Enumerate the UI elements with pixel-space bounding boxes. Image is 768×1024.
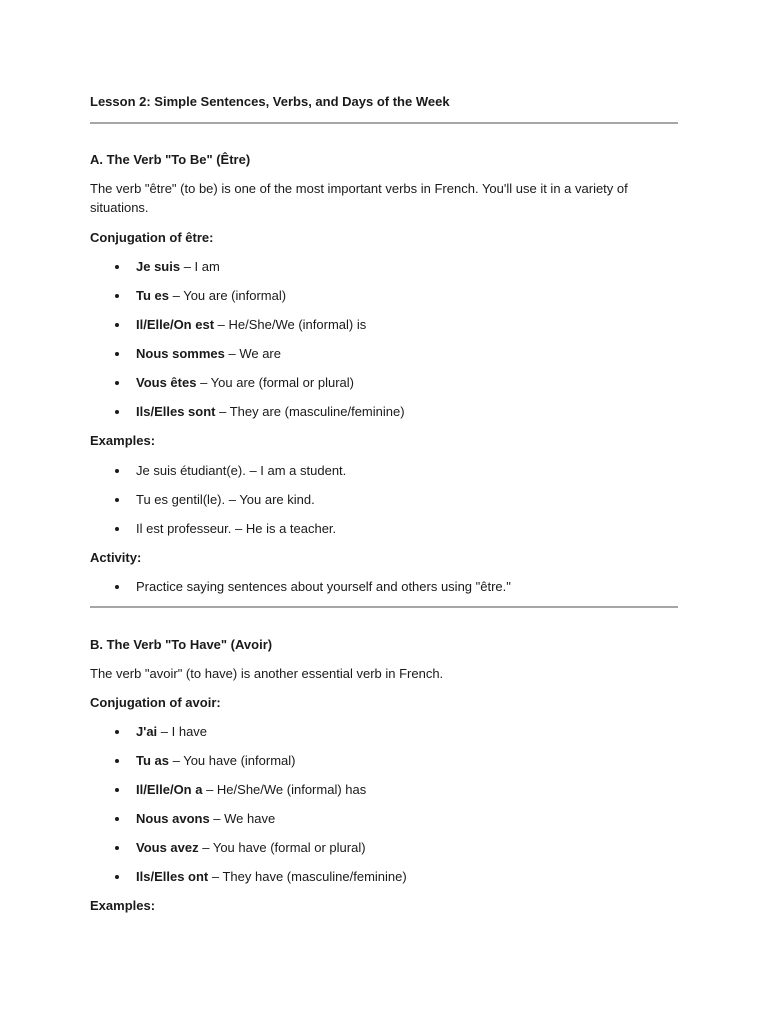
- section-a-conjugation-label: Conjugation of être:: [90, 230, 214, 245]
- verb-form: Vous avez: [136, 840, 199, 855]
- bullet-icon: [115, 323, 119, 327]
- verb-form: Nous avons: [136, 811, 210, 826]
- example-text: Il est professeur. – He is a teacher.: [136, 521, 337, 536]
- bullet-icon: [115, 846, 119, 850]
- verb-form: Il/Elle/On est: [136, 317, 215, 332]
- lesson-title: Lesson 2: Simple Sentences, Verbs, and Days of the Week: [90, 94, 450, 109]
- verb-meaning: – I am: [180, 259, 220, 274]
- verb-meaning: – They have (masculine/feminine): [208, 869, 407, 884]
- activity-text: Practice saying sentences about yourself and others using "être.": [136, 579, 511, 594]
- verb-form: Ils/Elles ont: [136, 869, 209, 884]
- verb-meaning: – He/She/We (informal) has: [202, 782, 367, 797]
- verb-form: Il/Elle/On a: [136, 782, 203, 797]
- example-text: Je suis étudiant(e). – I am a student.: [136, 463, 347, 478]
- bullet-icon: [115, 817, 119, 821]
- section-b-conjugation-label: Conjugation of avoir:: [90, 695, 221, 710]
- section-b-heading: B. The Verb "To Have" (Avoir): [90, 637, 273, 652]
- bullet-icon: [115, 410, 119, 414]
- bullet-icon: [115, 759, 119, 763]
- bullet-icon: [115, 875, 119, 879]
- section-a-heading: A. The Verb "To Be" (Être): [90, 152, 251, 167]
- bullet-icon: [115, 788, 119, 792]
- bullet-icon: [115, 730, 119, 734]
- verb-form: Ils/Elles sont: [136, 404, 216, 419]
- verb-meaning: – They are (masculine/feminine): [215, 404, 405, 419]
- verb-form: Nous sommes: [136, 346, 225, 361]
- bullet-icon: [115, 381, 119, 385]
- section-a-examples-label: Examples:: [90, 433, 156, 448]
- bullet-icon: [115, 498, 119, 502]
- verb-meaning: – You are (formal or plural): [196, 375, 354, 390]
- section-b-examples-label: Examples:: [90, 898, 156, 913]
- verb-form: Tu as: [136, 753, 169, 768]
- bullet-icon: [115, 585, 119, 589]
- verb-meaning: – You are (informal): [169, 288, 287, 303]
- verb-form: Je suis: [136, 259, 181, 274]
- bullet-icon: [115, 294, 119, 298]
- verb-meaning: – We are: [224, 346, 281, 361]
- bullet-icon: [115, 527, 119, 531]
- section-a-activity-label: Activity:: [90, 550, 142, 565]
- verb-meaning: – We have: [209, 811, 276, 826]
- verb-form: J'ai: [136, 724, 158, 739]
- bullet-icon: [115, 469, 119, 473]
- verb-meaning: – I have: [157, 724, 208, 739]
- divider: [90, 122, 678, 124]
- section-b-intro: The verb "avoir" (to have) is another essential verb in French.: [90, 666, 444, 681]
- verb-form: Tu es: [136, 288, 169, 303]
- verb-meaning: – He/She/We (informal) is: [214, 317, 367, 332]
- verb-form: Vous êtes: [136, 375, 197, 390]
- section-a-intro: The verb "être" (to be) is one of the most important verbs in French. You'll use it in a variety of situations.: [90, 181, 628, 215]
- divider: [90, 606, 678, 608]
- bullet-icon: [115, 352, 119, 356]
- verb-meaning: – You have (informal): [169, 753, 296, 768]
- example-text: Tu es gentil(le). – You are kind.: [136, 492, 315, 507]
- verb-meaning: – You have (formal or plural): [198, 840, 366, 855]
- bullet-icon: [115, 265, 119, 269]
